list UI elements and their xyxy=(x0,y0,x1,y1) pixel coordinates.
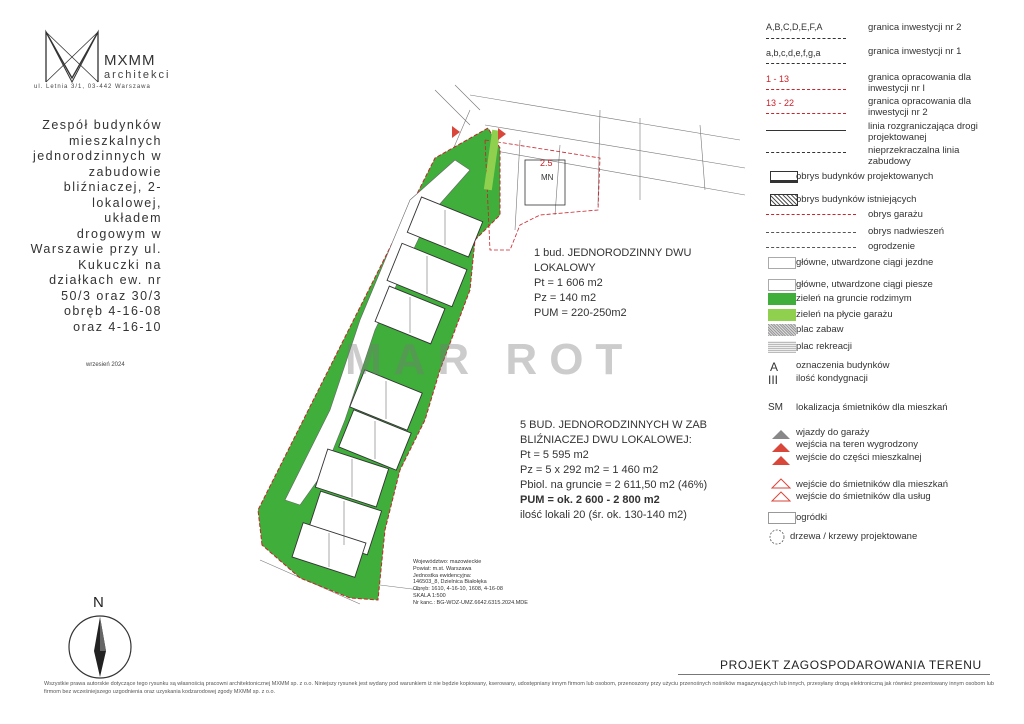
legend-arrows-icon xyxy=(768,428,794,468)
legend-item: wejścia na teren wygrodzony xyxy=(796,439,918,450)
legend-swatch-green-ground xyxy=(768,293,796,305)
admin-info xyxy=(413,559,528,607)
legend-item: granica opracowania dla inwestycji nr I xyxy=(868,72,971,94)
date-label: wrzesień 2024 xyxy=(86,362,125,368)
legend-code-scope1: 1 - 13 xyxy=(766,74,790,84)
legend-item: plac rekreacji xyxy=(796,341,852,352)
brand-subtitle: architekci xyxy=(104,69,171,81)
legend-item: zieleń na płycie garażu xyxy=(796,309,893,320)
legend-item: obrys budynków projektowanych xyxy=(796,171,934,182)
legend-line xyxy=(766,152,846,153)
legend-line xyxy=(766,89,846,90)
legend-swatch-gardens xyxy=(768,512,796,524)
stats-buildings-5 xyxy=(520,418,750,523)
legend-swatch-road xyxy=(768,257,796,269)
tree-icon xyxy=(768,528,786,546)
legend-line xyxy=(766,38,846,39)
admin-line: Powiat: m.st. Warszawa xyxy=(413,565,472,572)
watermark: MAR ROT xyxy=(345,335,635,384)
legend-item: plac zabaw xyxy=(796,324,844,335)
legend-swatch-playground xyxy=(768,324,796,336)
legend-item: wejście do części mieszkalnej xyxy=(796,452,922,463)
legend-swatch-green-garage xyxy=(768,309,796,321)
copyright-note: Wszystkie prawa autorskie dotyczące tego rysunku są własnością pracowni architektonicznej MXMM sp. z o.o. Niniejszy rysunek jest wydany pod warunkiem iż nie będzie kopiowany, kserowany, udostępniany innym firmom lub osobom, przenoszony przy użyciu przenośnych nośników magazynujących lub innych, przesyłany drogą elektroniczną jak również prezentowany innym osobom lub firmom bez wcześniejszego uzgodnienia oraz uzyskania kodzarodowej zgody MXMM sp. z o.o. xyxy=(44,681,994,695)
stat-line: Pz = 5 x 292 m2 = 1 460 m2 xyxy=(520,464,659,476)
stat-line: PUM = ok. 2 600 - 2 800 m2 xyxy=(520,494,660,506)
stat-line: ilość lokali 20 (śr. ok. 130-140 m2) xyxy=(520,509,687,521)
stat-line: BLIŹNIACZEJ DWU LOKALOWEJ: xyxy=(520,434,692,446)
legend-item: obrys budynków istniejących xyxy=(796,194,917,205)
legend-item: granica opracowania dla inwestycji nr 2 xyxy=(868,96,971,118)
stat-line: LOKALOWY xyxy=(534,262,596,274)
admin-line: Obręb: 1610, 4-16-10, 1608, 4-16-08 xyxy=(413,586,503,593)
legend-item: granica inwestycji nr 2 xyxy=(868,22,962,33)
investment-1-parcel xyxy=(485,140,600,250)
legend-line xyxy=(766,214,856,215)
legend-symbol-floors: III xyxy=(768,373,779,387)
north-arrow-icon xyxy=(66,613,134,681)
legend-line xyxy=(766,63,846,64)
stat-line: PUM = 220-250m2 xyxy=(534,307,627,319)
sheet-title: PROJEKT ZAGOSPODAROWANIA TERENU xyxy=(720,658,982,672)
brand-address: ul. Letnia 3/1, 03-442 Warszawa xyxy=(34,84,151,90)
legend-item: lokalizacja śmietników dla mieszkań xyxy=(796,402,948,413)
admin-line: Jednostka ewidencyjna: xyxy=(413,572,472,579)
legend-item: linia rozgraniczająca drogi projektowanej xyxy=(868,121,978,143)
stat-line: Pz = 140 m2 xyxy=(534,292,597,304)
mn-zone-label: MN xyxy=(541,173,554,182)
legend-symbol-building: A xyxy=(770,360,779,374)
legend-code-inv1: a,b,c,d,e,f,g,a xyxy=(766,48,821,58)
mn-code-label: 2.5 xyxy=(540,158,553,168)
legend-item: obrys garażu xyxy=(868,209,923,220)
admin-line: Nr kanc.: BG-WOZ-UMZ.6642.6315.2024.MDE xyxy=(413,599,528,606)
mxmm-logo xyxy=(42,28,102,86)
legend-item: ogródki xyxy=(796,512,828,523)
legend-item: wejście do śmietników dla mieszkań xyxy=(796,479,949,490)
brand-name: MXMM xyxy=(104,52,156,69)
stat-line: Pbiol. na gruncie = 2 611,50 m2 (46%) xyxy=(520,479,708,491)
legend xyxy=(760,0,1024,560)
stat-line: Pt = 1 606 m2 xyxy=(534,277,603,289)
legend-item: główne, utwardzone ciągi jezdne xyxy=(796,257,934,268)
legend-swatch-recreation xyxy=(768,341,796,353)
stat-line: 5 BUD. JEDNORODZINNYCH W ZAB xyxy=(520,419,708,431)
stat-line: 1 bud. JEDNORODZINNY DWU xyxy=(534,247,692,259)
admin-line: Województwo: mazowieckie xyxy=(413,559,482,565)
sheet-title-rule xyxy=(678,674,990,675)
legend-item: główne, utwardzone ciągi piesze xyxy=(796,279,933,290)
legend-item: ilość kondygnacji xyxy=(796,373,868,384)
legend-line xyxy=(766,130,846,131)
legend-code-inv2: A,B,C,D,E,F,A xyxy=(766,22,823,32)
legend-code-scope2: 13 - 22 xyxy=(766,98,795,108)
legend-swatch-new-building xyxy=(770,171,798,183)
legend-swatch-footpath xyxy=(768,279,796,291)
admin-line: SKALA 1:500 xyxy=(413,592,446,599)
project-title: Zespół budynków mieszkalnych jednorodzinnych w zabudowie bliźniaczej, 2-lokalowej, układem drogowym w Warszawie przy ul. Kukuczki na działkach ew. nr 50/3 oraz 30/3 obręb 4-16-08 oraz 4-16-10 xyxy=(30,118,162,334)
legend-item: nieprzekraczalna linia zabudowy xyxy=(868,145,960,167)
legend-item: wjazdy do garaży xyxy=(796,427,870,438)
legend-item: obrys nadwieszeń xyxy=(868,226,945,237)
legend-trash-entrance-icon xyxy=(768,478,794,504)
north-label: N xyxy=(93,594,104,611)
legend-item: drzewa / krzewy projektowane xyxy=(790,531,918,542)
legend-item: wejście do śmietników dla usług xyxy=(796,491,931,502)
legend-symbol-trash: SM xyxy=(768,402,783,413)
admin-line: 146503_8, Dzielnica Białołęka xyxy=(413,579,487,586)
legend-item: oznaczenia budynków xyxy=(796,360,890,371)
legend-line xyxy=(766,113,846,114)
legend-line xyxy=(766,232,856,233)
stats-building-1 xyxy=(534,246,714,321)
legend-item: ogrodzenie xyxy=(868,241,916,252)
stat-line: Pt = 5 595 m2 xyxy=(520,449,589,461)
legend-swatch-existing-building xyxy=(770,194,798,206)
legend-item: zieleń na gruncie rodzimym xyxy=(796,293,912,304)
legend-item: granica inwestycji nr 1 xyxy=(868,46,962,57)
legend-line xyxy=(766,247,856,248)
